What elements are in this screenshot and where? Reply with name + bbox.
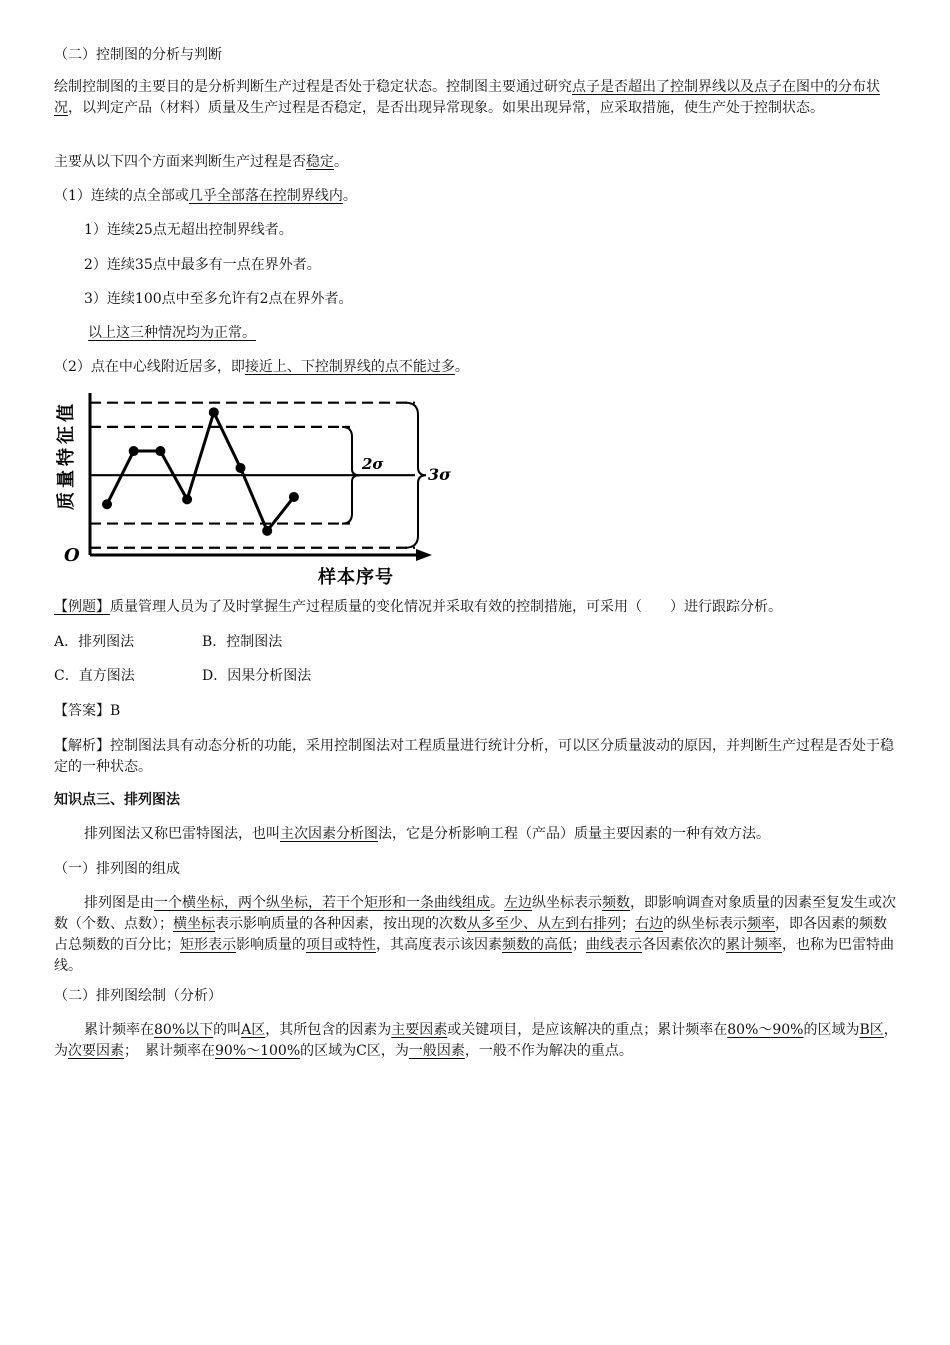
pareto-intro [54, 824, 899, 845]
criterion-2-text-2: 。 [454, 359, 469, 375]
composition-paragraph [54, 893, 899, 977]
composition-underlined-run: 右边 [635, 916, 663, 932]
option-a: A．排列图法 [54, 634, 135, 650]
data-point [289, 492, 299, 502]
y-axis-label: 质量特征值 [56, 400, 77, 510]
four-aspects-text-1: 主要从以下四个方面来判断生产过程是否 [54, 154, 306, 170]
criterion-1-underlined: 几乎全部落在控制界线内 [188, 188, 343, 204]
composition-text-run: 排列图是由 [84, 895, 154, 911]
composition-heading: （一）排列图的组成 [54, 861, 180, 877]
composition-underlined-run: 项目或特性 [306, 937, 376, 953]
composition-underlined-run: 矩形表示 [180, 937, 236, 953]
drawing-text-run: ； 累计频率在 [124, 1043, 215, 1059]
composition-underlined-run: 累计频率 [726, 937, 782, 953]
example-question-text: 质量管理人员为了及时掌握生产过程质量的变化情况并采取有效的控制措施，可采用（ ）进行跟踪分析。 [110, 599, 782, 615]
composition-underlined-run: 频数的高低 [502, 937, 572, 953]
composition-underlined-run: 曲线表示 [586, 937, 642, 953]
drawing-text-run: 的区域为 [803, 1022, 860, 1038]
knowledge-point-3-heading: 知识点三、排列图法 [54, 792, 180, 808]
option-d: D．因果分析图法 [202, 668, 312, 684]
composition-underlined-run: 频数 [602, 895, 630, 911]
drawing-underlined-run: 80%以下 [154, 1022, 214, 1038]
drawing-text-run: ，其所包含的因素为 [265, 1022, 392, 1038]
drawing-text-run: 的叫 [213, 1022, 242, 1038]
composition-text-run: ； [572, 937, 586, 953]
data-point [209, 407, 219, 417]
composition-underlined-run: 左边 [504, 895, 532, 911]
criterion-2-underlined: 接近上、下控制界线的点不能过多 [244, 359, 455, 375]
sub-item-3: 3）连续100点中至多允许有2点在界外者。 [84, 291, 353, 307]
answer-line [54, 701, 899, 722]
drawing-underlined-run: 一般因素 [408, 1043, 465, 1059]
data-point [129, 446, 139, 456]
answer-label: 【答案】 [54, 703, 110, 719]
composition-underlined-run: 横坐标 [173, 916, 215, 932]
composition-text-run: 各因素依次的 [642, 937, 726, 953]
composition-text-run: 纵坐标表示 [532, 895, 602, 911]
criterion-2-text-1: （2）点在中心线附近居多，即 [54, 359, 245, 375]
composition-text-run: ，也称为巴雷特曲线。 [54, 937, 894, 974]
pareto-intro-underlined: 主次因素分析图 [280, 826, 378, 842]
drawing-underlined-run: 80%～90% [727, 1022, 804, 1038]
drawing-text-run: ，为 [54, 1022, 898, 1059]
inner-band-label: 2σ [362, 455, 384, 474]
section-heading-control-chart-analysis: （二）控制图的分析与判断 [54, 47, 222, 63]
sub-item-1: 1）连续25点无超出控制界线者。 [84, 222, 293, 238]
composition-text-run: 影响质量的 [236, 937, 306, 953]
intro-paragraph [54, 77, 899, 119]
composition-underlined-run: 从多至少、从左到右排列 [467, 916, 621, 932]
x-axis-label: 样本序号 [318, 567, 394, 588]
drawing-text-run: ，一般不作为解决的重点。 [464, 1043, 633, 1059]
sub-item-2: 2）连续35点中最多有一点在界外者。 [84, 257, 321, 273]
data-point [262, 526, 272, 536]
drawing-underlined-run: 主要因素 [391, 1022, 448, 1038]
option-b: B．控制图法 [202, 634, 283, 650]
four-aspects-paragraph [54, 152, 899, 173]
composition-text-run: ，即影响调查对象质量的因素至复发生或次数（个数、点数）； [54, 895, 896, 932]
option-c: C．直方图法 [54, 668, 135, 684]
composition-text-run: 的纵坐标表示 [663, 916, 747, 932]
composition-text-run: ； [621, 916, 635, 932]
data-point [182, 494, 192, 504]
drawing-paragraph [54, 1020, 899, 1062]
drawing-text-run: 或关键项目，是应该解决的重点；累计频率在 [447, 1022, 728, 1038]
drawing-text-run: 累计频率在 [84, 1022, 154, 1038]
criterion-1-text-2: 。 [342, 188, 357, 204]
four-aspects-text-2: 。 [334, 154, 348, 170]
intro-text-2: ，以判定产品（材料）质量及生产过程是否稳定，是否出现异常现象。如果出现异常，应采取措施，使生产处于控制状态。 [68, 100, 824, 116]
example-question [54, 597, 899, 618]
example-label: 【例题】 [54, 599, 110, 615]
drawing-underlined-run: A区 [241, 1022, 266, 1038]
drawing-underlined-run: B区 [859, 1022, 884, 1038]
normal-note: 以上这三种情况均为正常。 [88, 325, 256, 341]
criterion-2 [54, 357, 899, 378]
data-series-line [107, 412, 294, 530]
control-chart [50, 385, 460, 590]
outer-band-label: 3σ [428, 465, 451, 485]
data-point [155, 446, 165, 456]
intro-text-1: 绘制控制图的主要目的是分析判断生产过程是否处于稳定状态。控制图主要通过研究 [54, 79, 572, 95]
analysis-label: 【解析】 [54, 738, 110, 754]
composition-text-run: 表示影响质量的各种因素，按出现的次数 [215, 916, 467, 932]
data-point [236, 463, 246, 473]
criterion-1-text-1: （1）连续的点全部或 [54, 188, 189, 204]
answer-value: B [110, 703, 121, 719]
drawing-text-run: 的区域为C区，为 [300, 1043, 409, 1059]
composition-underlined-run: 一个横坐标，两个纵坐标，若干个矩形和一条曲线组成 [154, 895, 490, 911]
drawing-underlined-run: 90%～100% [215, 1043, 301, 1059]
analysis-paragraph [54, 736, 899, 778]
criterion-1 [54, 186, 899, 207]
data-point [102, 499, 112, 509]
composition-text-run: 。 [490, 895, 504, 911]
composition-underlined-run: 频率 [747, 916, 775, 932]
four-aspects-underlined: 稳定 [306, 154, 334, 170]
drawing-heading: （二）排列图绘制（分析） [54, 988, 222, 1004]
pareto-intro-text-1: 排列图法又称巴雷特图法，也叫 [84, 826, 280, 842]
composition-text-run: ，其高度表示该因素 [376, 937, 502, 953]
origin-label: O [64, 545, 80, 566]
intro-underlined: 点子是否超出了控制界线以及点子在图中的分布状况 [54, 79, 880, 116]
analysis-text: 控制图法具有动态分析的功能，采用控制图法对工程质量进行统计分析，可以区分质量波动的原因，并判断生产过程是否处于稳定的一种状态。 [54, 738, 894, 775]
x-axis-arrowhead [416, 549, 432, 561]
composition-text-run: ，即各因素的频数占总频数的百分比； [54, 916, 887, 953]
pareto-intro-text-2: 法，它是分析影响工程（产品）质量主要因素的一种有效方法。 [378, 826, 770, 842]
drawing-underlined-run: 次要因素 [68, 1043, 124, 1059]
